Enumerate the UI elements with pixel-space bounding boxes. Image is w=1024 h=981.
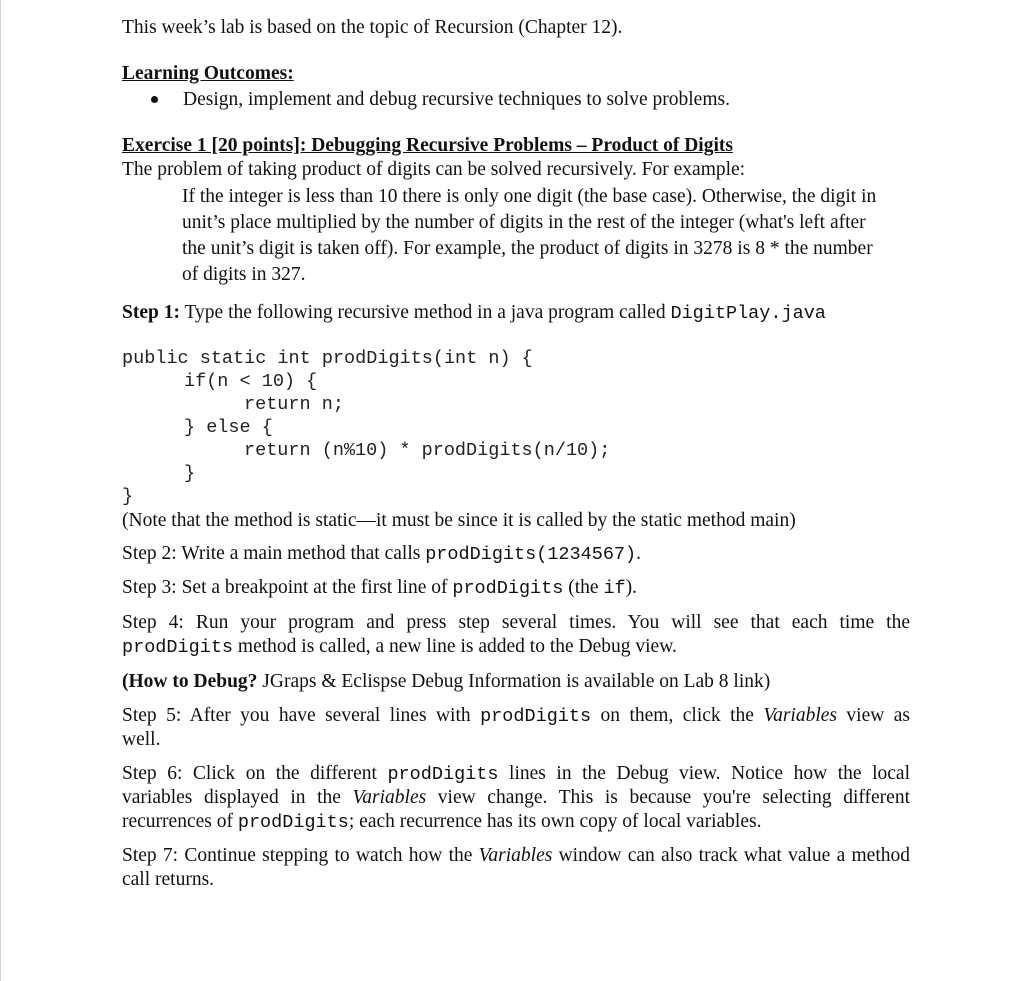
code-line: if(n < 10) {: [184, 371, 318, 392]
step-5-mid: on them, click the: [591, 705, 764, 726]
step-3-end: ).: [625, 577, 638, 598]
step-4-code: prodDigits: [122, 637, 234, 658]
step-6-text-2: variables displayed in the: [122, 787, 353, 808]
step-1-text: Type the following recursive method in a java program called: [179, 302, 671, 323]
step-2-end: .: [636, 543, 642, 564]
step-6-text-3: recurrences of: [122, 811, 238, 832]
step-4-line-2: [122, 635, 677, 660]
step-5-text: Step 5: After you have several lines with: [122, 705, 481, 726]
intro-text: This week’s lab is based on the topic of Recursion (Chapter 12).: [122, 17, 623, 38]
step-3-mid: (the: [563, 577, 604, 598]
code-line: }: [122, 486, 134, 507]
code-line: return (n%10) * prodDigits(n/10);: [244, 440, 611, 461]
step-7-variables: Variables: [478, 845, 553, 866]
step-6-code: prodDigits: [387, 764, 499, 785]
step-4-line-1: Step 4: Run your program and press step several times. You will see that each time the: [122, 612, 910, 633]
exercise-heading: Exercise 1 [20 points]: Debugging Recursive Problems – Product of Digits: [122, 135, 733, 156]
step-6-code-2: prodDigits: [237, 812, 349, 833]
step-5-post: view as: [837, 705, 910, 726]
code-line: public static int prodDigits(int n) {: [122, 348, 533, 369]
exercise-desc-line: the unit’s digit is taken off). For example, the product of digits in 3278 is 8 * the number: [182, 238, 873, 259]
how-to-debug: [122, 670, 770, 694]
step-6-line-2: [122, 786, 910, 810]
step-1-label: Step 1:: [122, 302, 180, 323]
step-7-post: window can also track what value a method: [552, 845, 910, 866]
step-6-line-1: [122, 762, 910, 787]
step-5-code: prodDigits: [480, 706, 592, 727]
step-5-line-2: well.: [122, 729, 161, 750]
exercise-desc-line: of digits in 327.: [182, 264, 306, 285]
note-text: (Note that the method is static—it must be since it is called by the static method main): [122, 510, 796, 531]
step-6-variables: Variables: [352, 787, 427, 808]
step-2: [122, 542, 641, 567]
step-3-code-if: if: [603, 578, 626, 599]
step-2-text: Step 2: Write a main method that calls: [122, 543, 426, 564]
step-5-line-1: [122, 704, 910, 729]
step-2-code: prodDigits(1234567): [425, 544, 637, 565]
exercise-desc-line: If the integer is less than 10 there is only one digit (the base case). Otherwise, the digit in: [182, 186, 877, 207]
learning-outcomes-heading: Learning Outcomes:: [122, 63, 294, 84]
step-7-line-2: call returns.: [122, 869, 215, 890]
step-7-line-1: [122, 844, 910, 868]
step-6-post: lines in the Debug view. Notice how the local: [498, 763, 910, 784]
step-6-post-2: view change. This is because you're selecting different: [426, 787, 910, 808]
step-1: [122, 301, 826, 326]
bullet-icon: [151, 96, 158, 103]
step-6-line-3: [122, 810, 761, 835]
exercise-intro: The problem of taking product of digits can be solved recursively. For example:: [122, 159, 746, 180]
code-line: } else {: [184, 417, 273, 438]
how-to-debug-text: JGraps & Eclispse Debug Information is available on Lab 8 link): [257, 671, 771, 692]
step-6-text: Step 6: Click on the different: [122, 763, 388, 784]
outcome-item: Design, implement and debug recursive techniques to solve problems.: [183, 89, 730, 110]
step-1-filename: DigitPlay.java: [670, 303, 826, 324]
how-to-debug-label: (How to Debug?: [122, 671, 258, 692]
code-line: return n;: [244, 394, 344, 415]
step-6-post-3: ; each recurrence has its own copy of local variables.: [348, 811, 762, 832]
code-line: }: [184, 463, 196, 484]
step-4-text: method is called, a new line is added to the Debug view.: [233, 636, 677, 657]
exercise-desc-line: unit’s place multiplied by the number of digits in the rest of the integer (what's left after: [182, 212, 866, 233]
step-3-text: Step 3: Set a breakpoint at the first line of: [122, 577, 453, 598]
step-3: [122, 576, 637, 601]
step-3-code: prodDigits: [452, 578, 564, 599]
step-7-text: Step 7: Continue stepping to watch how the: [122, 845, 479, 866]
step-5-variables: Variables: [763, 705, 837, 726]
